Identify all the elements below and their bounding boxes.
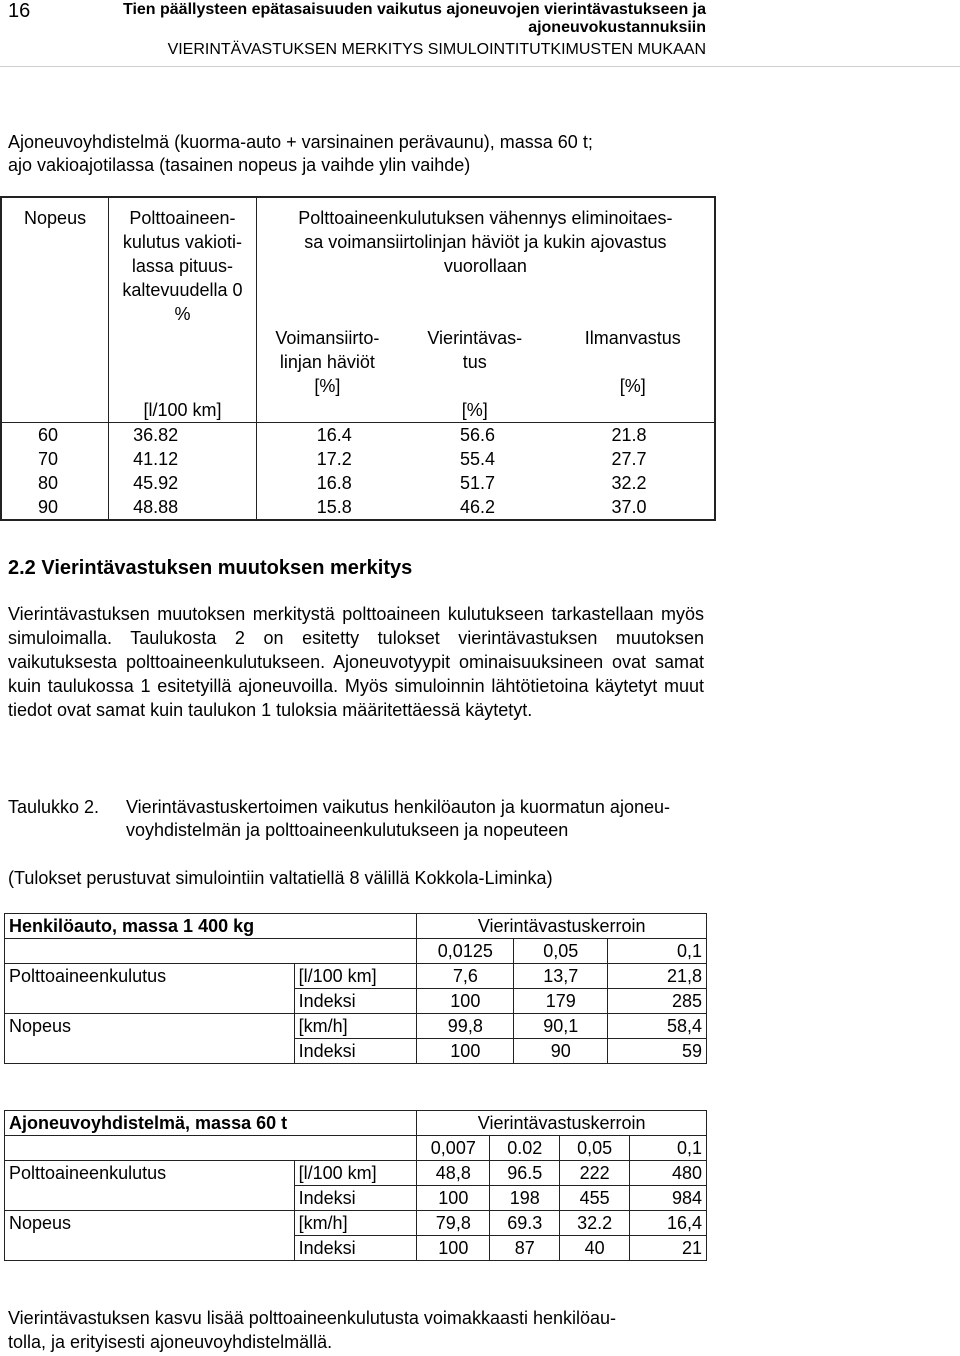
table-row: Nopeus [km/h] 79,8 69.3 32.2 16,4: [5, 1211, 707, 1236]
t1-unit-fuel: [l/100 km]: [109, 326, 257, 423]
closing-line-2: tolla, ja erityisesti ajoneuvoyhdistelmällä.: [8, 1332, 333, 1352]
t2-title: Henkilöauto, massa 1 400 kg: [5, 914, 417, 939]
table2-caption-label: Taulukko 2.: [8, 797, 100, 817]
header-divider: [0, 66, 960, 67]
section-paragraph: Vierintävastuksen muutoksen merkitystä polttoaineen kulutukseen tarkastellaan myös simuloimalla. Taulukosta 2 on esitetty tulokset vierintävastuksen muutoksen vaikutuksesta polttoaineenkulutukseen. Ajoneuvotyypit ominaisuuksineen ovat samat kuin taulukossa 1 esitetyillä ajoneuvoilla. Myös simuloinnin lähtötietoina käytetyt muut tiedot ovat samat kuin taulukon 1 tuloksia määritettäessä käytetyt.: [8, 604, 704, 720]
t1-sub-transmission: Voimansiirto- linjan häviöt [%]: [275, 328, 380, 396]
page-number: 16: [8, 0, 31, 22]
t1-sub-air: Ilmanvastus [%]: [552, 326, 716, 423]
closing-line-1: Vierintävastuksen kasvu lisää polttoaineenkulutusta voimakkaasti henkilöau-: [8, 1308, 617, 1328]
table-row: Polttoaineenkulutus [l/100 km] 48,8 96.5 222 480: [5, 1161, 707, 1186]
fuel-reduction-table: [0, 196, 716, 521]
intro-line-1: Ajoneuvoyhdistelmä (kuorma-auto + varsinainen perävaunu), massa 60 t;: [8, 132, 593, 152]
simulation-note: (Tulokset perustuvat simulointiin valtatiellä 8 välillä Kokkola-Liminka): [8, 868, 553, 888]
table-row: 90 48.88 15.8 46.2 37.0: [1, 495, 715, 520]
section-heading: 2.2 Vierintävastuksen muutoksen merkitys: [8, 557, 413, 579]
vehicle-combination-table: Ajoneuvoyhdistelmä, massa 60 t Vierintävastuskerroin 0,007 0.02 0,05 0,1 Polttoaineenkulutus [l/100 km] 48,8 96.5 222 480 Indeksi 100 198 455 984 Nopeus [km/h] 79,8 69.3 32.2 16,4 Indeksi 100 87 40 21: [4, 1110, 707, 1261]
table-row: Polttoaineenkulutus [l/100 km] 7,6 13,7 21,8: [5, 964, 707, 989]
t3-coef-header: Vierintävastuskerroin: [417, 1111, 707, 1136]
header-title-line1: Tien päällysteen epätasaisuuden vaikutus ajoneuvojen vierintävastukseen ja: [122, 1, 706, 18]
t1-header-speed: Nopeus: [1, 197, 109, 326]
table-row: Indeksi 100 87 40 21: [5, 1236, 707, 1261]
table-row: 80 45.92 16.8 51.7 32.2: [1, 471, 715, 495]
table-row: Indeksi 100 179 285: [5, 989, 707, 1014]
table-row: 70 41.12 17.2 55.4 27.7: [1, 447, 715, 471]
header-subtitle: VIERINTÄVASTUKSEN MERKITYS SIMULOINTITUTKIMUSTEN MUKAAN: [167, 41, 706, 58]
header-title-line2: ajoneuvokustannuksiin: [528, 19, 706, 36]
table2-caption-line1: Vierintävastuskertoimen vaikutus henkilöauton ja kuormatun ajoneu-: [126, 797, 670, 817]
t1-header-group: Polttoaineenkulutuksen vähennys eliminoitaes- sa voimansiirtolinjan häviöt ja kukin ajovastus vuorollaan: [256, 197, 715, 326]
t3-title: Ajoneuvoyhdistelmä, massa 60 t: [5, 1111, 417, 1136]
t1-header-fuel: Polttoaineen- kulutus vakioti- lassa pituus- kaltevuudella 0 %: [109, 197, 257, 326]
table-row: Indeksi 100 198 455 984: [5, 1186, 707, 1211]
t1-sub-rolling: Vierintävas- tus [%]: [427, 328, 523, 420]
intro-line-2: ajo vakioajotilassa (tasainen nopeus ja vaihde ylin vaihde): [8, 155, 471, 175]
table-row: Nopeus [km/h] 99,8 90,1 58,4: [5, 1014, 707, 1039]
table-row: 60 36.82 16.4 56.6 21.8: [1, 423, 715, 448]
t2-coef-header: Vierintävastuskerroin: [417, 914, 707, 939]
passenger-car-table: Henkilöauto, massa 1 400 kg Vierintävastuskerroin 0,0125 0,05 0,1 Polttoaineenkulutus [l/100 km] 7,6 13,7 21,8 Indeksi 100 179 285 Nopeus [km/h] 99,8 90,1 58,4 Indeksi 100 90 59: [4, 913, 707, 1064]
table-row: Indeksi 100 90 59: [5, 1039, 707, 1064]
table2-caption-line2: voyhdistelmän ja polttoaineenkulutukseen ja nopeuteen: [126, 820, 569, 840]
